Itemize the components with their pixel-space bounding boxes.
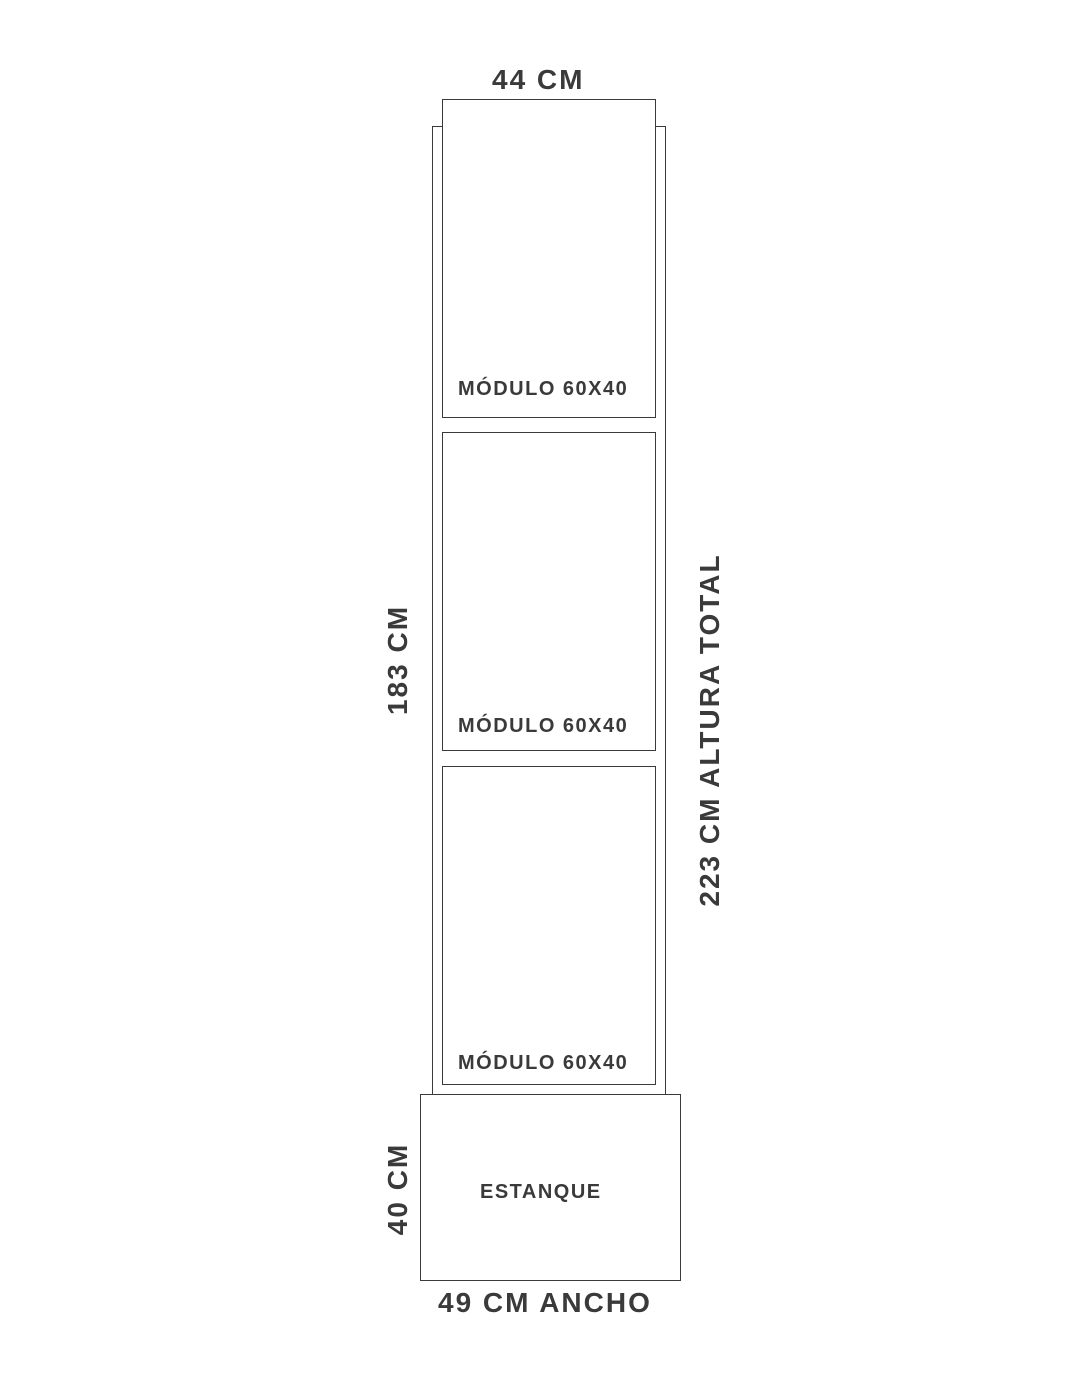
height-183-label: 183 CM [382,604,413,716]
total-height-label: 223 CM ALTURA TOTAL [694,553,725,907]
module-box-1 [442,99,656,418]
module-label-2: MÓDULO 60X40 [458,715,629,737]
tank-height-label: 40 CM [382,1142,413,1236]
module-label-1: MÓDULO 60X40 [458,378,629,400]
tank-label: ESTANQUE [480,1181,602,1203]
module-box-3 [442,766,656,1085]
top-width-label: 44 CM [492,64,585,95]
module-label-3: MÓDULO 60X40 [458,1052,629,1074]
bottom-width-label: 49 CM ANCHO [438,1287,652,1318]
module-box-2 [442,432,656,751]
